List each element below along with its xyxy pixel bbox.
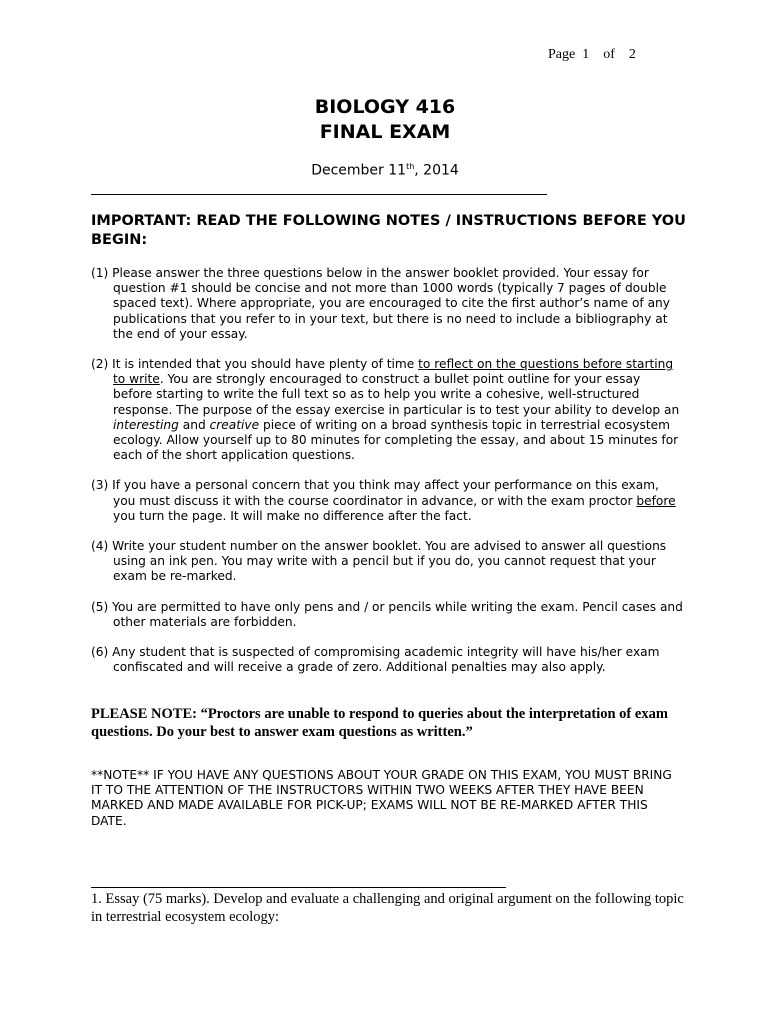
course-title: BIOLOGY 416 bbox=[314, 96, 456, 118]
instruction-1: (1) Please answer the three questions below in the answer booklet provided. Your essay for question #1 should be concise and not more than 1000 words (typically 7 pages of double spaced text). Where appropriate, you are encouraged to cite the first author’s name of any publications that you refer to in your text, but there is no need to include a bibliography at the end of your essay. bbox=[91, 266, 670, 341]
grade-note: **NOTE** IF YOU HAVE ANY QUESTIONS ABOUT YOUR GRADE ON THIS EXAM, YOU MUST BRING IT TO THE ATTENTION OF THE INSTRUCTORS WITHIN TWO WEEKS AFTER THEY HAVE BEEN MARKED AND MADE AVAILABLE FOR PICK-UP; EXAMS WILL NOT BE RE-MARKED AFTER THIS DATE. bbox=[91, 768, 672, 828]
divider-line bbox=[91, 194, 547, 195]
instruction-4: (4) Write your student number on the answer booklet. You are advised to answer all questions using an ink pen. You may write with a pencil but if you do, you cannot request that your exam be re-marked. bbox=[91, 539, 667, 584]
exam-type-title: FINAL EXAM bbox=[319, 121, 451, 143]
page-number: Page 1 of 2 bbox=[548, 47, 636, 62]
important-heading: IMPORTANT: READ THE FOLLOWING NOTES / INSTRUCTIONS BEFORE YOU BEGIN: bbox=[91, 213, 686, 248]
question-divider-line bbox=[91, 887, 506, 888]
instruction-5: (5) You are permitted to have only pens and / or pencils while writing the exam. Pencil cases and other materials are forbidden. bbox=[91, 599, 683, 629]
instruction-3: (3) If you have a personal concern that you think may affect your performance on this exam, you must discuss it with the course coordinator in advance, or with the exam proctor before you turn the page. It will make no difference after the fact. bbox=[91, 478, 676, 523]
essay-question: 1. Essay (75 marks). Develop and evaluate a challenging and original argument on the following topic in terrestrial ecosystem ecology: bbox=[91, 891, 684, 925]
instruction-2: (2) It is intended that you should have plenty of time to reflect on the questions before starting to write. You are strongly encouraged to construct a bullet point outline for your essay before starting to write the full text so as to help you write a cohesive, well-structured response. The purpose of the essay exercise in particular is to test your ability to develop an interesting and creative piece of writing on a broad synthesis topic in terrestrial ecosystem ecology. Allow yourself up to 80 minutes for completing the essay, and about 15 minutes for each of the short application questions. bbox=[91, 357, 680, 463]
exam-title bbox=[0, 95, 770, 145]
instructions-list bbox=[91, 266, 683, 690]
please-note: PLEASE NOTE: “Proctors are unable to respond to queries about the interpretation of exam questions. Do your best to answer exam questions as written.” bbox=[91, 706, 668, 740]
instruction-6: (6) Any student that is suspected of compromising academic integrity will have his/her exam confiscated and will receive a grade of zero. Additional penalties may also apply. bbox=[91, 645, 660, 675]
exam-date: December 11th, 2014 bbox=[311, 162, 459, 179]
